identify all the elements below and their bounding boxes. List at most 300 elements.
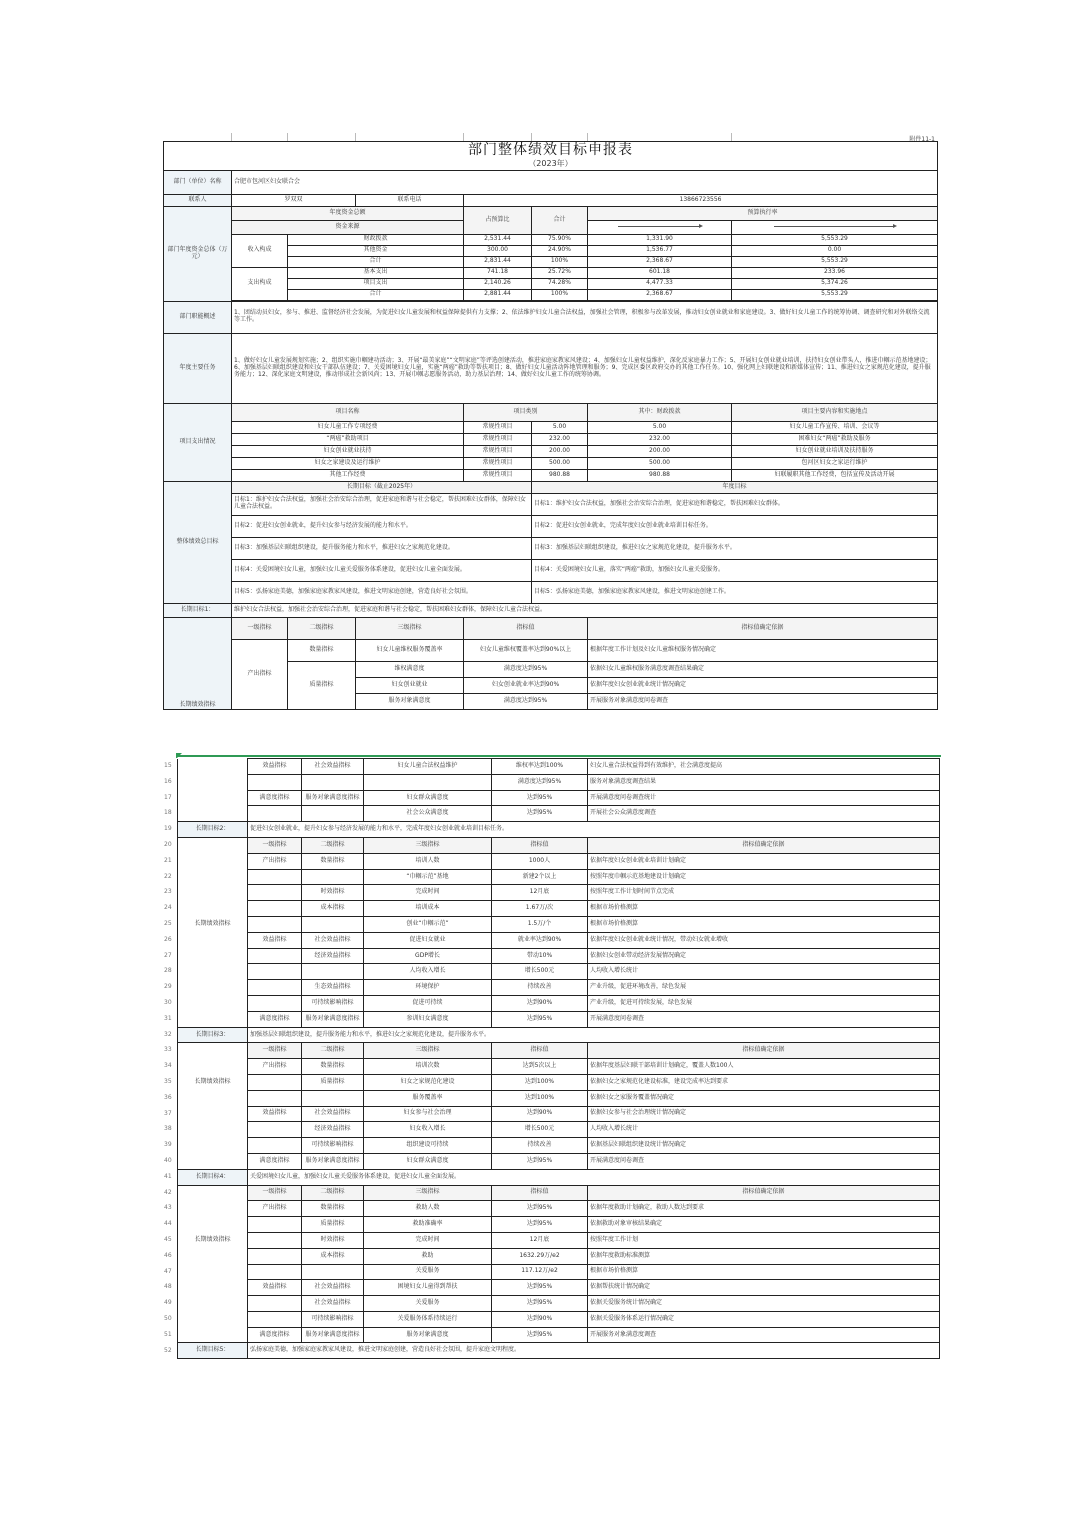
sheet-part-2 (163, 758, 939, 1362)
ind-header-l2: 二级指标 (288, 617, 356, 639)
table-cell: 指标值 (492, 1185, 588, 1201)
table-row (178, 1217, 940, 1233)
income-row-amount: 300.00 (464, 245, 532, 256)
table-cell (178, 790, 248, 806)
table-cell: 服务覆盖率 (364, 1090, 492, 1106)
expense-row-2024: 5,374.26 (732, 278, 938, 289)
table-cell (178, 1280, 248, 1296)
table-cell: 依据关爱服务体系运行情况确定 (588, 1311, 940, 1327)
row-number: 27 (164, 951, 172, 959)
table-cell: 1632.29万/e2 (492, 1248, 588, 1264)
perf-long-goal: 目标2：促进妇女创业就业，提升妇女参与经济发展的能力和水平。 (232, 515, 532, 537)
table-row (178, 1343, 940, 1359)
income-row-name: 合计 (288, 256, 464, 267)
row-number: 26 (164, 935, 172, 943)
row-number: 34 (164, 1062, 172, 1070)
table-cell (178, 1327, 248, 1343)
table-cell: 环境保护 (364, 980, 492, 996)
funds-header-ratio: 占预算比 (464, 206, 532, 234)
table-cell (248, 1296, 302, 1312)
table-cell: 质量指标 (302, 1074, 364, 1090)
expense-row-2023: 2,368.67 (588, 289, 732, 300)
row-number: 52 (164, 1346, 172, 1354)
ind-value: 满意度达到95% (464, 661, 588, 677)
table-row (178, 1043, 940, 1059)
table-cell (178, 948, 248, 964)
table-cell: 成本指标 (302, 1248, 364, 1264)
project-fin: 500.00 (588, 457, 732, 469)
table-cell: 达到5次以上 (492, 1059, 588, 1075)
table-cell: 按照年度工作计划 (588, 1232, 940, 1248)
project-name: 其他工作经费 (232, 469, 464, 481)
table-row (178, 1138, 940, 1154)
expense-row-amount: 2,881.44 (464, 289, 532, 300)
table-cell: 困境妇女儿童得到帮扶 (364, 1280, 492, 1296)
table-cell: 依据妇女参与社会治理统计情况确定 (588, 1106, 940, 1122)
table-row (178, 1201, 940, 1217)
income-row-2023: 1,331.90 (588, 234, 732, 245)
long-goal-label: 长期目标3： (178, 1027, 248, 1043)
table-cell (178, 1217, 248, 1233)
table-cell: 服务对象满意度指标 (302, 790, 364, 806)
table-cell (302, 1264, 364, 1280)
form-year: （2023年） (164, 158, 938, 170)
table-row (178, 1169, 940, 1185)
arrow-col-2023 (588, 220, 732, 234)
income-label: 收入构成 (232, 234, 288, 267)
table-cell: 达到100% (492, 1090, 588, 1106)
expense-row-amount: 2,140.26 (464, 278, 532, 289)
row-number: 48 (164, 1283, 172, 1291)
long-goal-text: 关爱困境妇女儿童，加强妇女儿童关爱服务体系建设，促进妇女儿童全面发展。 (248, 1169, 940, 1185)
table-cell: 满意度指标 (248, 1011, 302, 1027)
perf-year-label: 年度目标 (532, 481, 938, 493)
table-cell: 一级指标 (248, 837, 302, 853)
table-cell: 维权率达到100% (492, 759, 588, 775)
project-desc: 妇女儿童工作宣传、培训、会议等 (732, 421, 938, 433)
table-cell: 参训妇女满意度 (364, 1011, 492, 1027)
table-cell (178, 806, 248, 822)
table-cell: 依据帮扶统计情况确定 (588, 1280, 940, 1296)
table-cell (178, 1122, 248, 1138)
long-goal-text: 加强基层妇联组织建设，提升服务能力和水平，推进妇女之家规范化建设，提升服务水平。 (248, 1027, 940, 1043)
ind-header-l3: 三级指标 (356, 617, 464, 639)
form-title: 部门整体绩效目标申报表 (164, 142, 938, 159)
table-cell: 妇女儿童合法权益得到有效维护，社会满意度提高 (588, 759, 940, 775)
row-number: 19 (164, 825, 172, 833)
proj-header-type: 项目类别 (464, 403, 588, 421)
row-number: 25 (164, 920, 172, 927)
table-cell (178, 1201, 248, 1217)
expense-row-name: 项目支出 (288, 278, 464, 289)
table-cell: 经济效益指标 (302, 948, 364, 964)
table-cell: 产出指标 (248, 853, 302, 869)
table-cell: 长期绩效指标 (178, 916, 248, 932)
long-goal-text: 弘扬家庭美德，加强家庭家教家风建设，推进文明家庭创建，营造良好社会氛围，提升家庭文明程度。 (248, 1343, 940, 1359)
task-text: 1、做好妇女儿童发展规划实施；2、组织实施巾帼建功活动；3、开展“最美家庭”“文明家庭”等评选创建活动，推进家庭家教家风建设；4、加强妇女儿童权益维护，深化反家庭暴力工作；5、开展妇女创业就业培训，扶持妇女创业带头人，推进巾帼示范基地建设；6、加强基层妇联组织建设和妇女干部队伍建设；7、关爱困境妇女儿童，实施“两癌”救助等帮扶项目；8、做好妇女儿童活动阵地管理和服务；9、完成区委区政府交办的其他工作任务。10、强化网上妇联建设和新媒体宣传；11、推进妇女之家规范化建设，提升服务能力；12、深化家庭文明建设，推动形成社会新风尚；13、开展巾帼志愿服务活动，助力基层治理；14、做好妇女儿童工作的统筹协调。 (232, 333, 938, 403)
perf-year-goal: 目标1：维护妇女合法权益，加强社会治安综合治理，促进家庭和谐稳定，帮扶困难妇女群体。 (532, 493, 938, 515)
table-cell (248, 964, 302, 980)
table-cell (248, 869, 302, 885)
ind-basis: 依据年度妇女创业就业统计情况确定 (588, 677, 938, 693)
project-amount: 980.88 (532, 469, 588, 481)
table-cell (302, 1090, 364, 1106)
table-cell: 培训人数 (364, 853, 492, 869)
table-cell (248, 901, 302, 917)
table-cell: 关爱服务体系持续运行 (364, 1311, 492, 1327)
table-cell: 依据基层妇联组织建设统计情况确定 (588, 1138, 940, 1154)
perf-long-goal: 目标5：弘扬家庭美德，加强家庭家教家风建设，推进文明家庭创建，营造良好社会氛围。 (232, 581, 532, 603)
table-row (178, 1106, 940, 1122)
income-row-2024: 5,553.29 (732, 256, 938, 267)
table-cell (178, 1185, 248, 1201)
row-number: 23 (164, 888, 172, 896)
table-cell (248, 1264, 302, 1280)
table-cell: 根据市场价格测算 (588, 916, 940, 932)
row-number: 16 (164, 777, 172, 785)
table-cell: GDP增长 (364, 948, 492, 964)
table-cell (248, 1232, 302, 1248)
long-goal-text: 促进妇女创业就业，提升妇女参与经济发展的能力和水平，完成年度妇女创业就业培训目标任务。 (248, 822, 940, 838)
row-number: 38 (164, 1125, 172, 1133)
table-cell: 救助准确率 (364, 1217, 492, 1233)
table-cell: 社会效益指标 (302, 759, 364, 775)
table-cell: 产出指标 (248, 1201, 302, 1217)
income-row-amount: 2,831.44 (464, 256, 532, 267)
table-row (178, 1090, 940, 1106)
table-cell: 满意度指标 (248, 1153, 302, 1169)
perf-year-goal: 目标5：弘扬家庭美德，加强家庭家教家风建设，推进文明家庭创建工作。 (532, 581, 938, 603)
table-cell: 开展满意度问卷调查统计 (588, 790, 940, 806)
table-cell (178, 1090, 248, 1106)
row-number: 21 (164, 856, 172, 864)
table-cell: 促进可持续 (364, 995, 492, 1011)
table-row (178, 1248, 940, 1264)
phone-label: 联系电话 (356, 194, 464, 206)
row-number: 22 (164, 872, 172, 880)
income-row-ratio: 75.90% (532, 234, 588, 245)
table-row (178, 916, 940, 932)
project-name: “两癌”救助项目 (232, 433, 464, 445)
ind-basis: 依据妇女儿童维权服务满意度调查结果确定 (588, 661, 938, 677)
table-cell: 社会效益指标 (302, 932, 364, 948)
table-row (178, 1011, 940, 1027)
table-row (178, 806, 940, 822)
table-cell: 完成时间 (364, 885, 492, 901)
ind-l3: 妇女儿童维权服务覆盖率 (356, 639, 464, 661)
table-cell: 达到95% (492, 1327, 588, 1343)
project-fin: 980.88 (588, 469, 732, 481)
table-cell (302, 806, 364, 822)
table-cell (178, 964, 248, 980)
table-cell (178, 759, 248, 775)
table-cell: 时效指标 (302, 885, 364, 901)
table-cell: 长期绩效指标 (178, 1232, 248, 1248)
row-number: 36 (164, 1093, 172, 1101)
ind-header-value: 指标值 (464, 617, 588, 639)
funds-header-exec: 预算执行率 (588, 206, 938, 220)
table-cell: 促进妇女就业 (364, 932, 492, 948)
table-cell: 产业升级，促进可持续发展，绿色发展 (588, 995, 940, 1011)
project-name: 妇女儿童工作专项经费 (232, 421, 464, 433)
table-cell (178, 869, 248, 885)
row-number: 32 (164, 1030, 172, 1038)
table-row (178, 790, 940, 806)
table-cell: 根据市场价格测算 (588, 1264, 940, 1280)
table-cell (248, 1138, 302, 1154)
table-cell: 开展社会公众满意度调查 (588, 806, 940, 822)
table-cell: 依据年度妇女创业就业统计情况，带动妇女就业增收 (588, 932, 940, 948)
form-table (163, 141, 938, 710)
table-cell: 生态效益指标 (302, 980, 364, 996)
table-cell (178, 1011, 248, 1027)
table-cell (178, 1264, 248, 1280)
table-row (178, 980, 940, 996)
table-cell: 社会效益指标 (302, 1296, 364, 1312)
row-number: 20 (164, 841, 172, 848)
table-cell: 开展满意度问卷调查 (588, 1011, 940, 1027)
project-desc: 困难妇女“两癌”救助及服务 (732, 433, 938, 445)
table-cell: 达到95% (492, 1153, 588, 1169)
table-cell: 效益指标 (248, 932, 302, 948)
table-cell (178, 995, 248, 1011)
row-number: 30 (164, 999, 172, 1006)
table-cell: 指标值确定依据 (588, 1185, 940, 1201)
table-cell: 服务对象满意度 (364, 1327, 492, 1343)
perf-long-goal: 目标4：关爱困境妇女儿童，加强妇女儿童关爱服务体系建设，促进妇女儿童全面发展。 (232, 559, 532, 581)
indicator-table (177, 758, 940, 1359)
proj-header-fin: 其中：财政拨款 (588, 403, 732, 421)
table-row (178, 1074, 940, 1090)
ind-l3: 维权满意度 (356, 661, 464, 677)
row-number: 41 (164, 1172, 172, 1180)
expense-row-amount: 741.18 (464, 267, 532, 278)
table-cell (248, 806, 302, 822)
table-cell: 依据妇女之家规范化建设标准，建设完成率达到要求 (588, 1074, 940, 1090)
row-number: 47 (164, 1267, 172, 1275)
table-cell: 带动10% (492, 948, 588, 964)
table-row (178, 1264, 940, 1280)
table-cell: 培训次数 (364, 1059, 492, 1075)
table-cell (248, 1074, 302, 1090)
table-cell: 社会效益指标 (302, 1280, 364, 1296)
project-amount: 232.00 (532, 433, 588, 445)
table-cell (178, 1106, 248, 1122)
perf-long-label: 长期目标（截止2025年） (232, 481, 532, 493)
table-cell: 持续改善 (492, 980, 588, 996)
project-fin: 200.00 (588, 445, 732, 457)
row-number: 18 (164, 809, 172, 817)
table-cell (178, 901, 248, 917)
project-fin: 5.00 (588, 421, 732, 433)
income-row-2023: 1,536.77 (588, 245, 732, 256)
table-cell: 效益指标 (248, 1106, 302, 1122)
table-cell: 达到95% (492, 806, 588, 822)
table-cell: 1.67万/次 (492, 901, 588, 917)
table-cell: 三级指标 (364, 1043, 492, 1059)
table-cell (364, 774, 492, 790)
contact-name: 罗双双 (232, 194, 356, 206)
table-row (178, 964, 940, 980)
table-cell: 达到95% (492, 1280, 588, 1296)
task-label: 年度主要任务 (164, 333, 232, 403)
table-cell (248, 980, 302, 996)
table-cell (178, 1059, 248, 1075)
table-cell: 指标值确定依据 (588, 1043, 940, 1059)
row-number: 44 (164, 1220, 172, 1228)
table-cell: 产业升级，促进环境改善，绿色发展 (588, 980, 940, 996)
arrow-col-2024 (732, 220, 938, 234)
table-cell: 增长500元 (492, 964, 588, 980)
table-cell: 人均收入增长统计 (588, 1122, 940, 1138)
table-cell: 达到95% (492, 1011, 588, 1027)
ind-header-l1: 一级指标 (232, 617, 288, 639)
table-cell (248, 774, 302, 790)
expense-row-2023: 4,477.33 (588, 278, 732, 289)
table-cell (178, 1043, 248, 1059)
long-goal-label: 长期目标4： (178, 1169, 248, 1185)
table-cell: 1.5万/个 (492, 916, 588, 932)
table-cell: 增长500元 (492, 1122, 588, 1138)
table-cell (248, 916, 302, 932)
table-cell: 满意度指标 (248, 790, 302, 806)
table-cell (178, 1248, 248, 1264)
table-cell (248, 1248, 302, 1264)
table-cell: 时效指标 (302, 1232, 364, 1248)
table-cell: 服务对象满意度调查结果 (588, 774, 940, 790)
table-cell: 达到90% (492, 1311, 588, 1327)
perf-long-goal: 目标3：加强基层妇联组织建设，提升服务能力和水平，推进妇女之家规范化建设。 (232, 537, 532, 559)
duty-label: 部门职能概述 (164, 301, 232, 333)
table-cell: 达到95% (492, 1217, 588, 1233)
table-cell: 成本指标 (302, 901, 364, 917)
arrow-right-icon (618, 226, 701, 227)
table-cell (248, 995, 302, 1011)
table-row (178, 1327, 940, 1343)
ind-value: 满意度达到95% (464, 693, 588, 709)
table-cell: 质量指标 (302, 1217, 364, 1233)
duty-text: 1、团结动员妇女，参与、推进、监督经济社会发展，为促进妇女儿童发展和权益保障提供有力支撑；2、依法维护妇女儿童合法权益，加强社会管理，积极参与改革发展，推动妇女创业就业和家庭建设。3、做好妇女儿童工作的统筹协调、调查研究和对外联络交流等工作。 (232, 301, 938, 333)
table-cell: 社会效益指标 (302, 1106, 364, 1122)
table-cell (178, 774, 248, 790)
row-number: 40 (164, 1157, 172, 1164)
row-number: 50 (164, 1315, 172, 1322)
table-cell: 指标值确定依据 (588, 837, 940, 853)
table-row (178, 837, 940, 853)
income-row-amount: 2,531.44 (464, 234, 532, 245)
table-cell: 开展服务对象满意度调查 (588, 1327, 940, 1343)
table-cell: 12月底 (492, 885, 588, 901)
table-cell: 创业“巾帼示范” (364, 916, 492, 932)
table-cell: 效益指标 (248, 759, 302, 775)
income-row-2024: 5,553.29 (732, 234, 938, 245)
table-row (178, 901, 940, 917)
project-amount: 500.00 (532, 457, 588, 469)
expense-row-2023: 601.18 (588, 267, 732, 278)
table-cell (302, 869, 364, 885)
table-row (178, 1311, 940, 1327)
row-number: 28 (164, 967, 172, 975)
table-cell (178, 1138, 248, 1154)
table-cell: 妇女收入增长 (364, 1122, 492, 1138)
sheet-part-1 (163, 133, 937, 743)
project-desc: 包河区妇女之家运行维护 (732, 457, 938, 469)
table-cell: 一级指标 (248, 1043, 302, 1059)
income-row-2024: 0.00 (732, 245, 938, 256)
table-cell (248, 1122, 302, 1138)
project-type: 常规性项目 (464, 421, 532, 433)
table-cell: 1000人 (492, 853, 588, 869)
project-amount: 200.00 (532, 445, 588, 457)
project-fin: 232.00 (588, 433, 732, 445)
row-number: 45 (164, 1236, 172, 1243)
table-cell: 满意度达到95% (492, 774, 588, 790)
table-cell: “巾帼示范”基地 (364, 869, 492, 885)
row-number: 17 (164, 793, 172, 801)
table-cell: 达到95% (492, 1296, 588, 1312)
table-cell: 达到100% (492, 1074, 588, 1090)
table-cell: 二级指标 (302, 1043, 364, 1059)
perf-long-goal: 目标1：维护妇女合法权益，加强社会治安综合治理，促进家庭和谐与社会稳定，帮扶困难妇女群体，保障妇女儿童合法权益。 (232, 493, 532, 515)
table-cell: 达到90% (492, 995, 588, 1011)
table-cell: 指标值 (492, 1043, 588, 1059)
table-cell: 数量指标 (302, 1059, 364, 1075)
expense-row-name: 基本支出 (288, 267, 464, 278)
ind-l3: 妇女创业就业 (356, 677, 464, 693)
row-number: 43 (164, 1204, 172, 1212)
goal1-label: 长期目标1： (164, 603, 232, 617)
table-cell: 可持续影响指标 (302, 995, 364, 1011)
table-cell: 服务对象满意度指标 (302, 1327, 364, 1343)
selection-border (176, 755, 941, 757)
table-cell: 依据年度基层妇联干部培训计划确定，覆盖人数100人 (588, 1059, 940, 1075)
expense-row-2024: 233.96 (732, 267, 938, 278)
dept-name: 合肥市包河区妇女联合会 (232, 170, 938, 194)
table-row (178, 995, 940, 1011)
table-cell: 完成时间 (364, 1232, 492, 1248)
sheet-tag: 附件11-1 (909, 136, 935, 143)
table-cell: 117.12万/e2 (492, 1264, 588, 1280)
income-row-name: 其他资金 (288, 245, 464, 256)
ind-l3: 服务对象满意度 (356, 693, 464, 709)
table-cell: 产出指标 (248, 1059, 302, 1075)
table-row (178, 1122, 940, 1138)
table-cell: 妇女群众满意度 (364, 790, 492, 806)
table-cell: 依据妇女创业带动经济发展情况确定 (588, 948, 940, 964)
table-cell (302, 964, 364, 980)
dept-label: 部门（单位）名称 (164, 170, 232, 194)
income-row-ratio: 24.90% (532, 245, 588, 256)
table-cell: 达到95% (492, 790, 588, 806)
ind-l2: 数量指标 (288, 639, 356, 661)
table-cell: 依据救助对象审核结果确定 (588, 1217, 940, 1233)
table-cell: 服务对象满意度指标 (302, 1011, 364, 1027)
project-name: 妇女创业就业扶持 (232, 445, 464, 457)
table-cell: 关爱服务 (364, 1296, 492, 1312)
proj-label: 项目支出情况 (164, 403, 232, 481)
long-goal-label: 长期目标5： (178, 1343, 248, 1359)
project-type: 常规性项目 (464, 469, 532, 481)
ind-basis: 开展服务对象满意度问卷调查 (588, 693, 938, 709)
table-cell: 就业率达到90% (492, 932, 588, 948)
table-cell: 依据年度救助计划确定，救助人数达到要求 (588, 1201, 940, 1217)
table-row (178, 885, 940, 901)
expense-row-2024: 5,553.29 (732, 289, 938, 300)
table-row (178, 822, 940, 838)
table-cell (178, 932, 248, 948)
table-cell: 妇女参与社会治理 (364, 1106, 492, 1122)
table-row (178, 1027, 940, 1043)
